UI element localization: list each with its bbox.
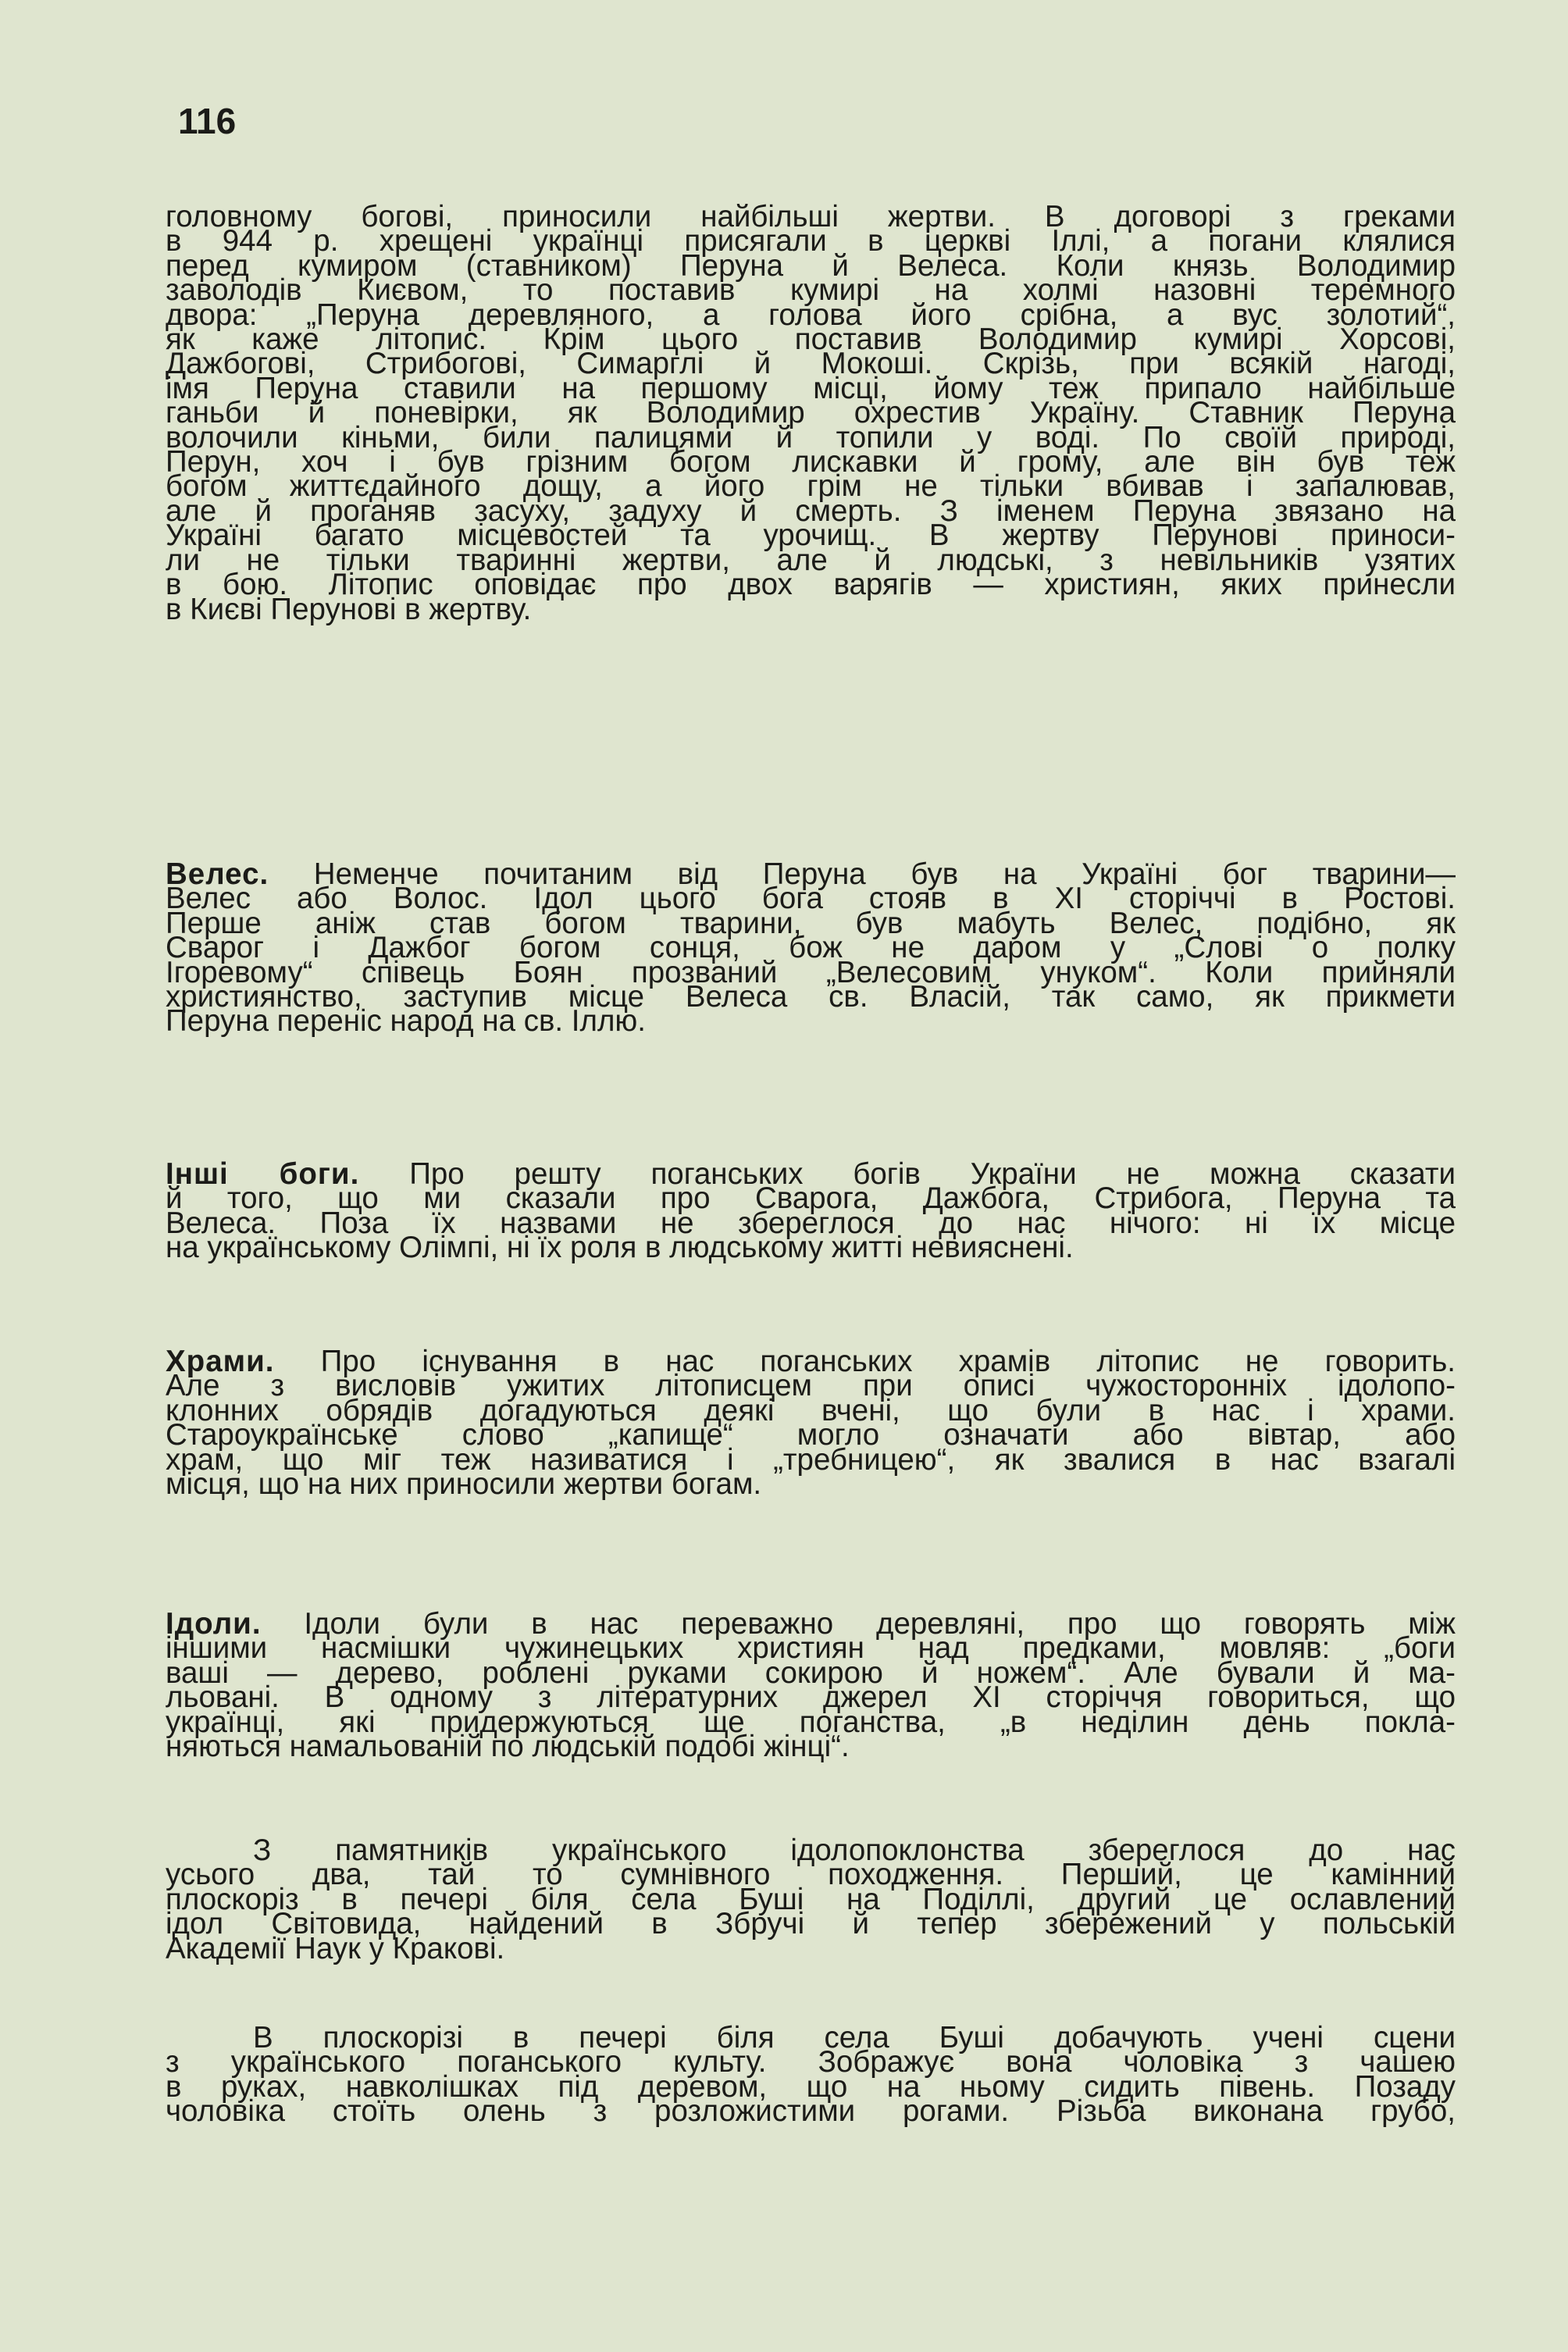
text-line: волочили кіньми, били палицями й топили у воді. По своїй природі, bbox=[166, 420, 1456, 454]
paragraph-ploskoriz bbox=[166, 2021, 1456, 2129]
text-line: християнство, заступив місце Велеса св. Власій, так само, як прикмети bbox=[166, 980, 1456, 1014]
text-line: з українського поганського культу. Зображує вона чоловіка з чашею bbox=[166, 2045, 1456, 2079]
text-line: храм, що міг теж називатися і „требницею“, як звалися в нас взагалі bbox=[166, 1442, 1456, 1477]
text-line: головному богові, приносили найбільші жертви. В договорі з греками bbox=[166, 200, 1456, 233]
text-line-content: Неменче почитаним від Перуна був на Україні бог тварини— bbox=[313, 857, 1456, 891]
paragraph-pamiatnyky bbox=[166, 1833, 1456, 1965]
text-line: ваші — дерево, роблені руками сокирою й ножем“. Але бували й ма- bbox=[166, 1655, 1456, 1690]
text-line: в 944 р. хрещені українці присягали в церкві Іллі, а погани клялися bbox=[166, 224, 1456, 258]
text-line: заволодів Києвом, то поставив кумирі на холмі назовні теремного bbox=[166, 273, 1456, 308]
text-line: З памятників українського ідолопоклонства збереглося до нас bbox=[253, 1833, 1456, 1867]
text-line-content: Ідоли були в нас переважно деревляні, про що говорять між bbox=[304, 1607, 1456, 1641]
paragraph-khramy bbox=[166, 1345, 1456, 1502]
text-line: місця, що на них приносили жертви богам. bbox=[166, 1467, 762, 1502]
text-line: двора: „Перуна деревляного, а голова його срібна, а вус золотий“, bbox=[166, 298, 1456, 332]
text-line: Велеса. Поза їх назвами не збереглося до нас нічого: ні їх місце bbox=[166, 1206, 1456, 1240]
text-line: але й проганяв засуху, задуху й смерть. З іменем Перуна звязано на bbox=[166, 494, 1456, 528]
text-line: Сварог і Дажбог богом сонця, бож не даром у „Слові о полку bbox=[166, 931, 1456, 965]
text-line: Україні багато місцевостей та урочищ. В жертву Перунові приноси- bbox=[166, 519, 1456, 553]
text-line: на українському Олімпі, ні їх роля в людському житті невияснені. bbox=[166, 1231, 1074, 1265]
text-line: Староукраїнське слово „капище“ могло означати або вівтар, або bbox=[166, 1418, 1456, 1452]
text-line: В плоскорізі в печері біля села Буші добачують учені сцени bbox=[253, 2021, 1456, 2054]
text-line: усього два, тай то сумнівного походження. Перший, це камінний bbox=[166, 1858, 1456, 1892]
text-line-content: Про існування в нас поганських храмів літопис не говорить. bbox=[320, 1345, 1456, 1378]
text-line: ганьби й поневірки, як Володимир охрестив Україну. Ставник Перуна bbox=[166, 396, 1456, 430]
text-line: українці, які придержуються ще поганства, „в неділин день покла- bbox=[166, 1705, 1456, 1739]
paragraph-idoly bbox=[166, 1607, 1456, 1764]
text-line: Академії Наук у Кракові. bbox=[166, 1931, 505, 1965]
section-heading-inshi-bohy: Інші боги. bbox=[166, 1157, 360, 1191]
text-line: як каже літопис. Крім цього поставив Володимир кумирі Хорсові, bbox=[166, 323, 1456, 357]
text-line: ли не тільки тваринні жертви, але й людські, з невільників узятих bbox=[166, 543, 1456, 577]
text-line: в Києві Перунові в жертву. bbox=[166, 592, 532, 626]
text-line: плоскоріз в печері біля села Буші на Поділлі, другий це ославлений bbox=[166, 1882, 1456, 1916]
text-line: Перуна переніс народ на св. Іллю. bbox=[166, 1004, 647, 1039]
text-line: няються намальованій по людській подобі жінці“. bbox=[166, 1730, 850, 1764]
section-heading-khramy: Храми. bbox=[166, 1345, 275, 1378]
text-line: Перше аніж став богом тварини, був мабуть Велес, подібно, як bbox=[166, 906, 1456, 940]
text-line: й того, що ми сказали про Сварога, Дажбога, Стрибога, Перуна та bbox=[166, 1181, 1456, 1216]
page-number: 116 bbox=[178, 101, 237, 141]
text-line: імя Перуна ставили на першому місці, йому теж припало найбільше bbox=[166, 371, 1456, 405]
text-line: Ігоревому“ співець Боян прозваний „Велесовим унуком“. Коли прийняли bbox=[166, 955, 1456, 989]
text-line: богом життєдайного дощу, а його грім не тільки вбивав і запалював, bbox=[166, 469, 1456, 504]
section-heading-veles: Велес. bbox=[166, 857, 269, 891]
text-line: в бою. Літопис оповідає про двох варягів — християн, яких принесли bbox=[166, 568, 1456, 602]
paragraph-perun bbox=[166, 200, 1456, 626]
text-line-content: Про решту поганських богів України не можна сказати bbox=[409, 1157, 1456, 1191]
text-line: Велес або Волос. Ідол цього бога стояв в XI сторіччі в Ростові. bbox=[166, 882, 1456, 916]
text-line: льовані. В одному з літературних джерел XI сторіччя говориться, що bbox=[166, 1680, 1456, 1715]
text-line: клонних обрядів догадуються деякі вчені, що були в нас і храми. bbox=[166, 1393, 1456, 1427]
paragraph-veles bbox=[166, 857, 1456, 1039]
text-line: Перун, хоч і був грізним богом лискавки й грому, але він був теж bbox=[166, 445, 1456, 479]
text-line: іншими насмішки чужинецьких християн над предками, мовляв: „боги bbox=[166, 1631, 1456, 1666]
text-line: Дажбогові, Стрибогові, Симарглі й Мокоші. Скрізь, при всякій нагоді, bbox=[166, 347, 1456, 381]
section-heading-idoly: Ідоли. bbox=[166, 1607, 262, 1641]
text-line: перед кумиром (ставником) Перуна й Велеса. Коли князь Володимир bbox=[166, 248, 1456, 283]
text-line: чоловіка стоїть олень з розложистими рогами. Різьба виконана грубо, bbox=[166, 2094, 1456, 2129]
text-line: Але з висловів ужитих літописцем при описі чужосторонніх ідолопо- bbox=[166, 1369, 1456, 1403]
text-line: ідол Світовида, найдений в Збручі й тепер збережений у польській bbox=[166, 1907, 1456, 1941]
paragraph-inshi-bohy bbox=[166, 1157, 1456, 1265]
text-line: в руках, навколішках під деревом, що на ньому сидить півень. Позаду bbox=[166, 2069, 1456, 2104]
